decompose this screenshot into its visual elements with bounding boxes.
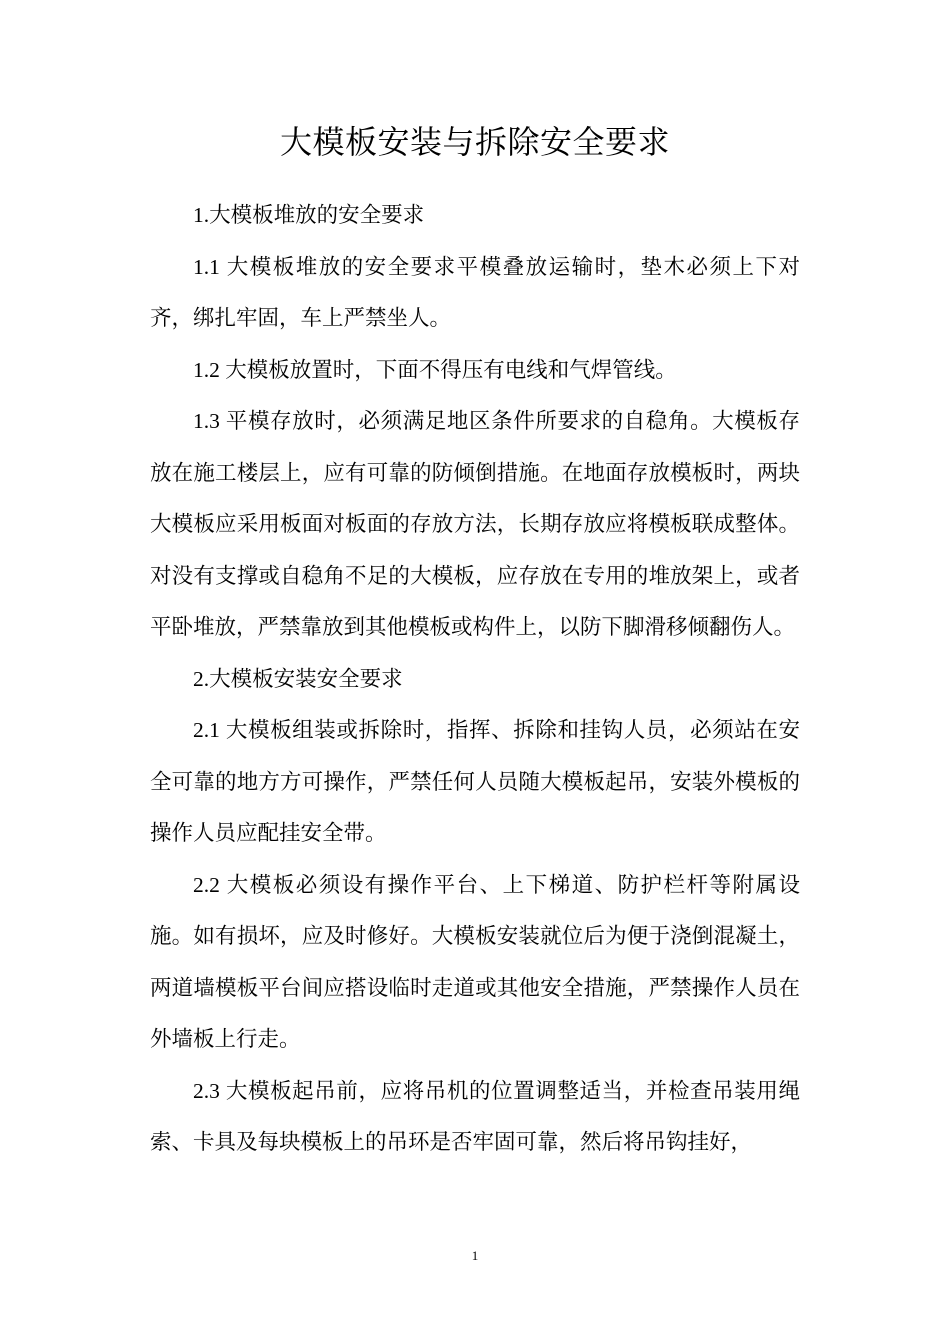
paragraph-text: 大模板组装或拆除时，指挥、拆除和挂钩人员，必须站在安全可靠的地方方可操作，严禁任何人员随大模板起吊，安装外模板的操作人员应配挂安全带。 — [150, 718, 800, 846]
paragraph-number: 1. — [193, 203, 210, 227]
paragraph-number: 2.2 — [193, 872, 227, 897]
paragraph-1-1 — [150, 242, 800, 345]
paragraph-text: 大模板起吊前，应将吊机的位置调整适当，并检查吊装用绳索、卡具及每块模板上的吊环是否牢固可靠，然后将吊钩挂好， — [150, 1078, 800, 1155]
paragraph-number: 2.3 — [193, 1078, 226, 1103]
paragraph-2-1 — [150, 705, 800, 860]
paragraph-number: 1.1 — [193, 254, 227, 279]
paragraph-number: 2.1 — [193, 718, 226, 742]
paragraph-1-2 — [150, 345, 800, 397]
paragraph-text: 大模板堆放的安全要求 — [209, 203, 425, 228]
paragraph-2-2 — [150, 860, 800, 1066]
paragraph-number: 1.3 — [193, 409, 226, 433]
paragraph-number: 2. — [193, 666, 210, 691]
page-number: 1 — [471, 1248, 479, 1263]
paragraph-1-3 — [150, 396, 800, 654]
paragraph-1 — [150, 190, 800, 242]
paragraph-2 — [150, 654, 800, 706]
paragraph-number: 1.2 — [193, 357, 226, 382]
paragraph-text: 大模板必须设有操作平台、上下梯道、防护栏杆等附属设施。如有损坏，应及时修好。大模板安装就位后为便于浇倒混凝土，两道墙模板平台间应搭设临时走道或其他安全措施，严禁操作人员在外墙板上行走。 — [150, 872, 800, 1052]
paragraph-2-3 — [150, 1066, 800, 1169]
paragraph-text: 大模板安装安全要求 — [209, 666, 403, 692]
paragraph-text: 大模板放置时，下面不得压有电线和气焊管线。 — [225, 357, 677, 383]
document-title: 大模板安装与拆除安全要求 — [279, 123, 670, 161]
document-body — [150, 190, 800, 1169]
paragraph-text: 平模存放时，必须满足地区条件所要求的自稳角。大模板存放在施工楼层上，应有可靠的防倾倒措施。在地面存放模板时，两块大模板应采用板面对板面的存放方法，长期存放应将模板联成整体。对没有支撑或自稳角不足的大模板，应存放在专用的堆放架上，或者平卧堆放，严禁靠放到其他模板或构件上，以防下脚滑移倾翻伤人。 — [150, 409, 800, 640]
paragraph-text: 大模板堆放的安全要求平模叠放运输时，垫木必须上下对齐，绑扎牢固，车上严禁坐人。 — [150, 254, 800, 331]
